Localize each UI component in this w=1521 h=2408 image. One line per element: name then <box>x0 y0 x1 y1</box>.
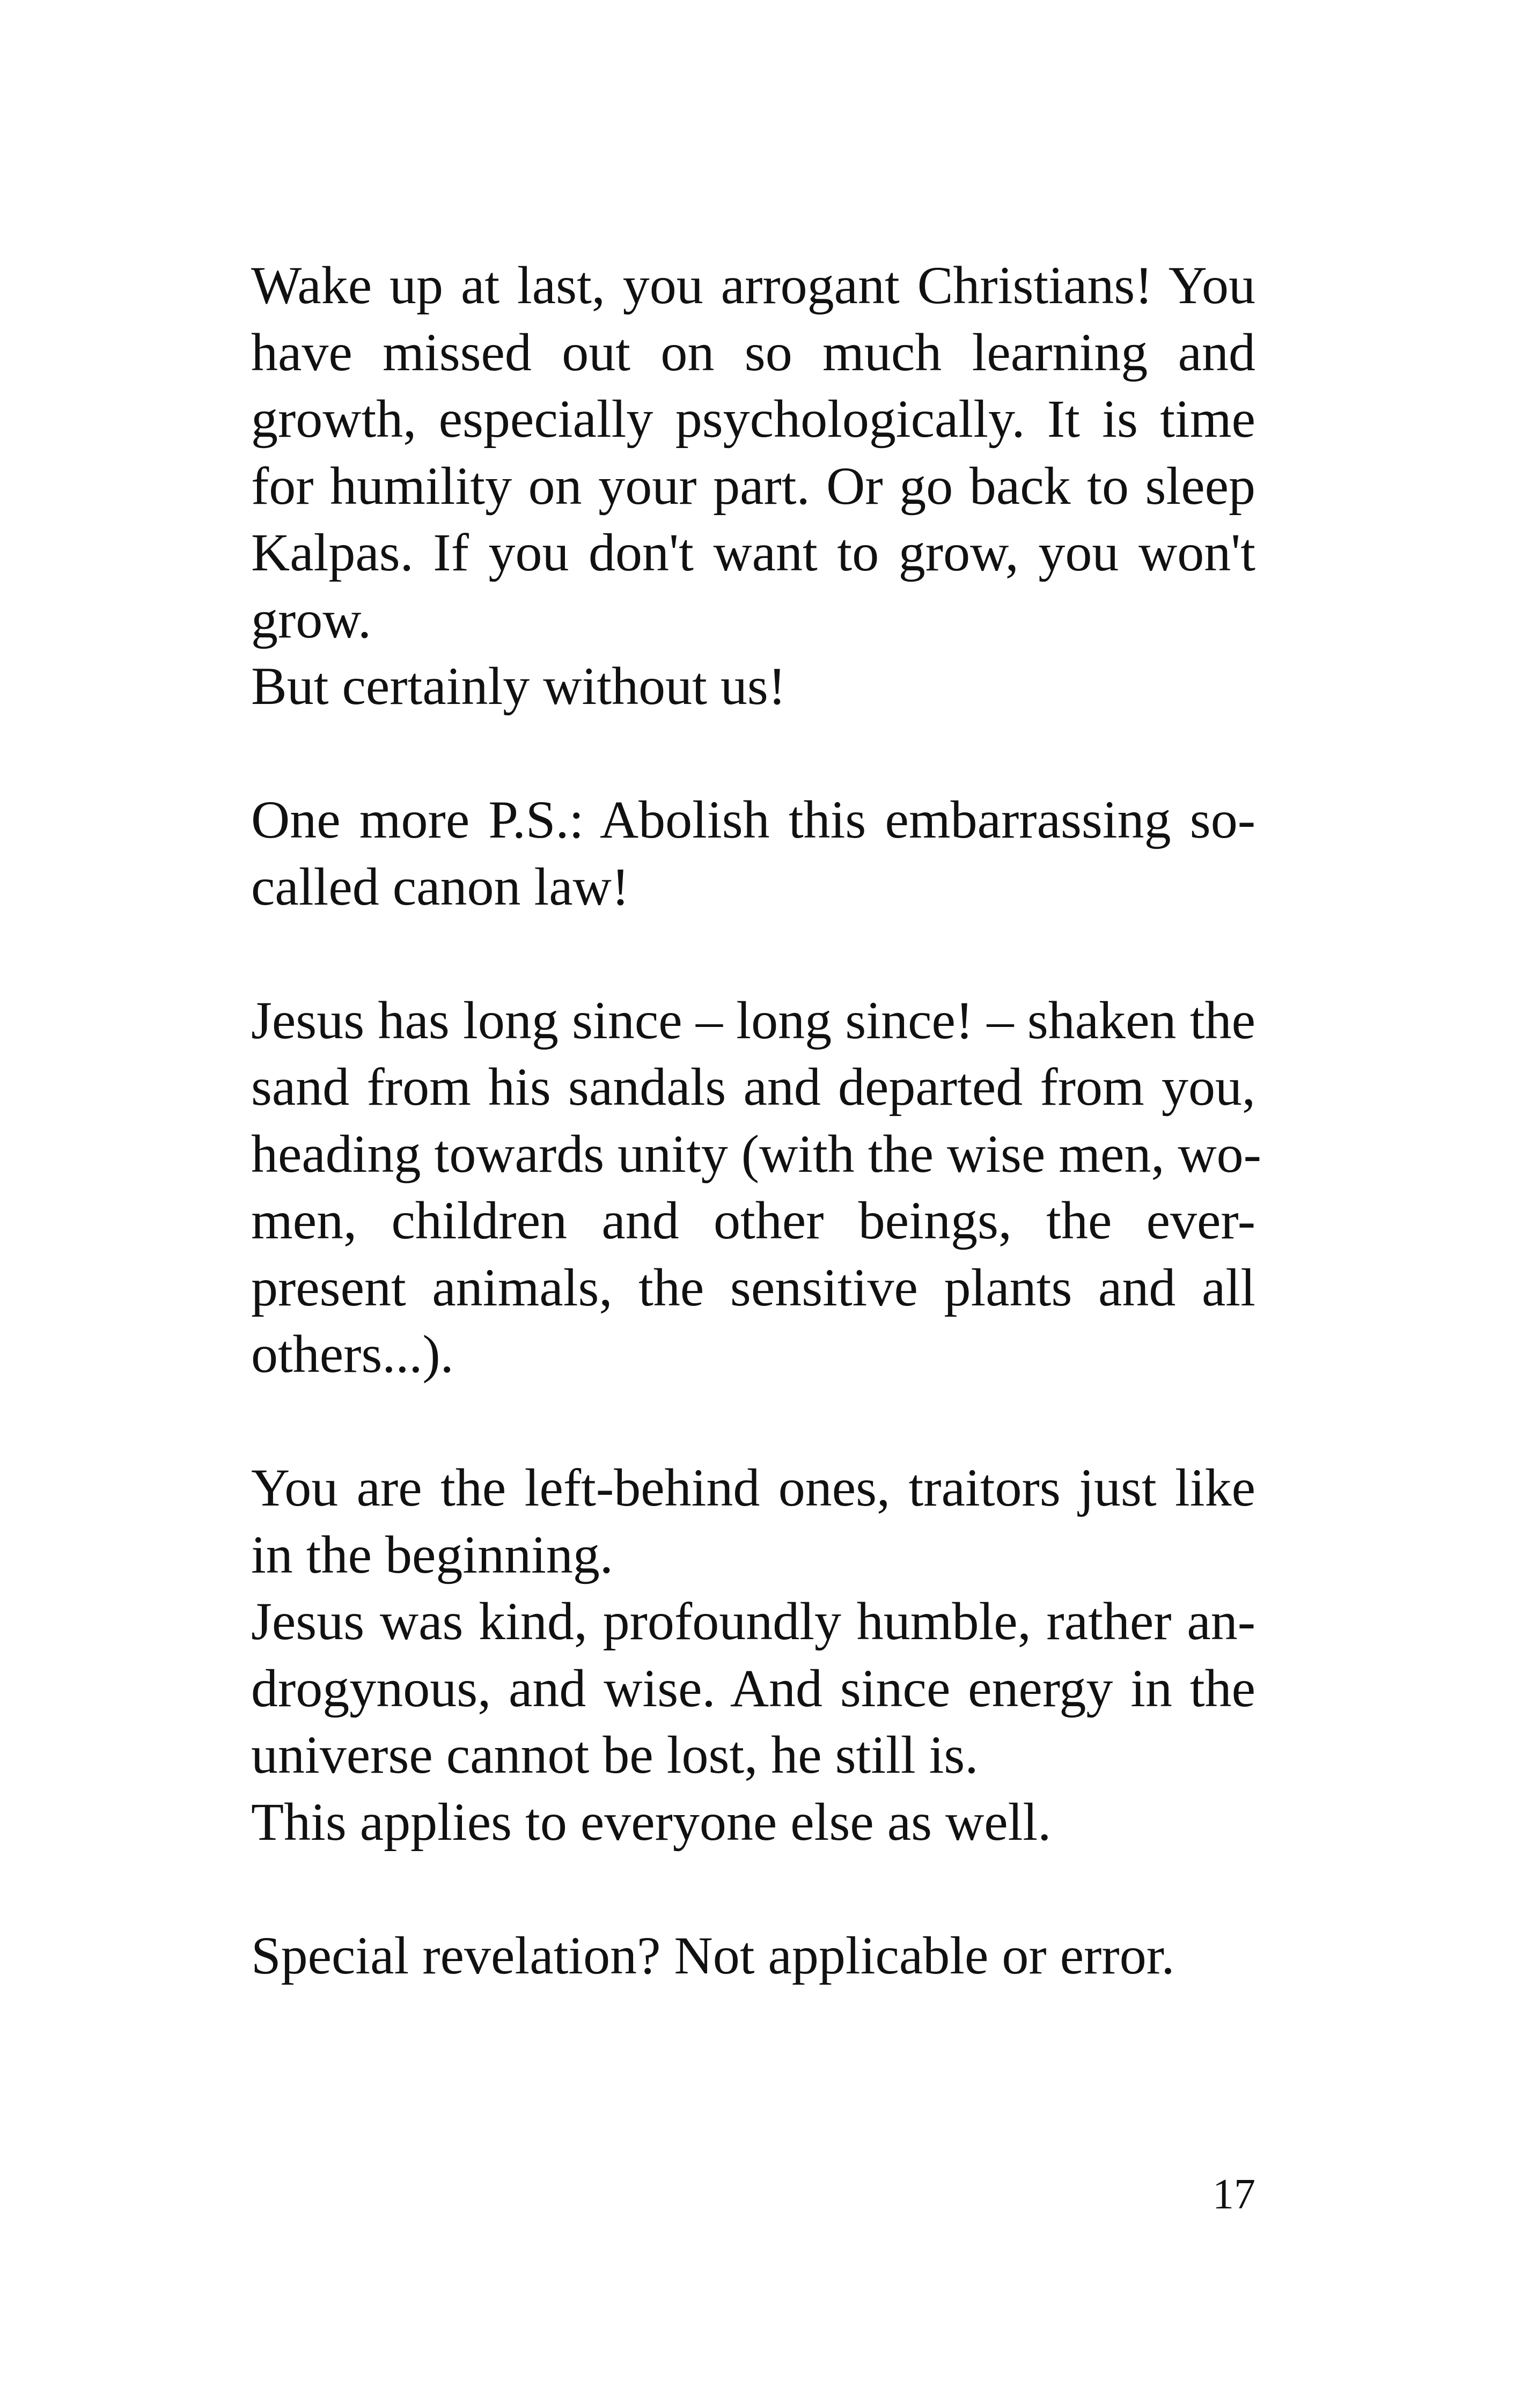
text-line: heading towards unity (with the wise men, wo- <box>251 1124 1261 1184</box>
text-line: men, children and other beings, the ever- <box>251 1191 1255 1250</box>
text-line: for humility on your part. Or go back to sleep <box>251 456 1255 516</box>
text-line: drogynous, and wise. And since energy in the <box>251 1658 1255 1718</box>
text-line: sand from his sandals and departed from you, <box>251 1057 1255 1117</box>
text-line: Wake up at last, you arrogant Christians! You <box>251 255 1255 315</box>
text-line: others...). <box>251 1324 454 1384</box>
text-line: grow. <box>251 589 372 649</box>
page-number: 17 <box>1213 2171 1255 2218</box>
text-line: called canon law! <box>251 856 630 916</box>
text-line: Jesus has long since – long since! – shaken the <box>251 990 1255 1050</box>
text-line: Kalpas. If you don't want to grow, you won't <box>251 523 1255 582</box>
text-line: Special revelation? Not applicable or error. <box>251 1925 1175 1985</box>
text-line: have missed out on so much learning and <box>251 322 1255 382</box>
text-line: One more P.S.: Abolish this embarrassing so- <box>251 790 1255 849</box>
body-text <box>251 252 1261 1989</box>
paragraph-gap <box>251 720 1255 787</box>
text-line: universe cannot be lost, he still is. <box>251 1725 979 1785</box>
paragraph-gap <box>251 1855 1255 1922</box>
text-line: But certainly without us! <box>251 656 787 716</box>
text-line: You are the left-behind ones, traitors just like <box>251 1458 1255 1517</box>
text-line: present animals, the sensitive plants and all <box>251 1257 1255 1317</box>
text-line: in the beginning. <box>251 1524 613 1584</box>
text-line: growth, especially psychologically. It is time <box>251 389 1255 449</box>
paragraph-gap <box>251 1388 1255 1455</box>
paragraph-gap <box>251 920 1255 987</box>
text-line: Jesus was kind, profoundly humble, rather an- <box>251 1591 1255 1651</box>
text-line: This applies to everyone else as well. <box>251 1792 1052 1852</box>
